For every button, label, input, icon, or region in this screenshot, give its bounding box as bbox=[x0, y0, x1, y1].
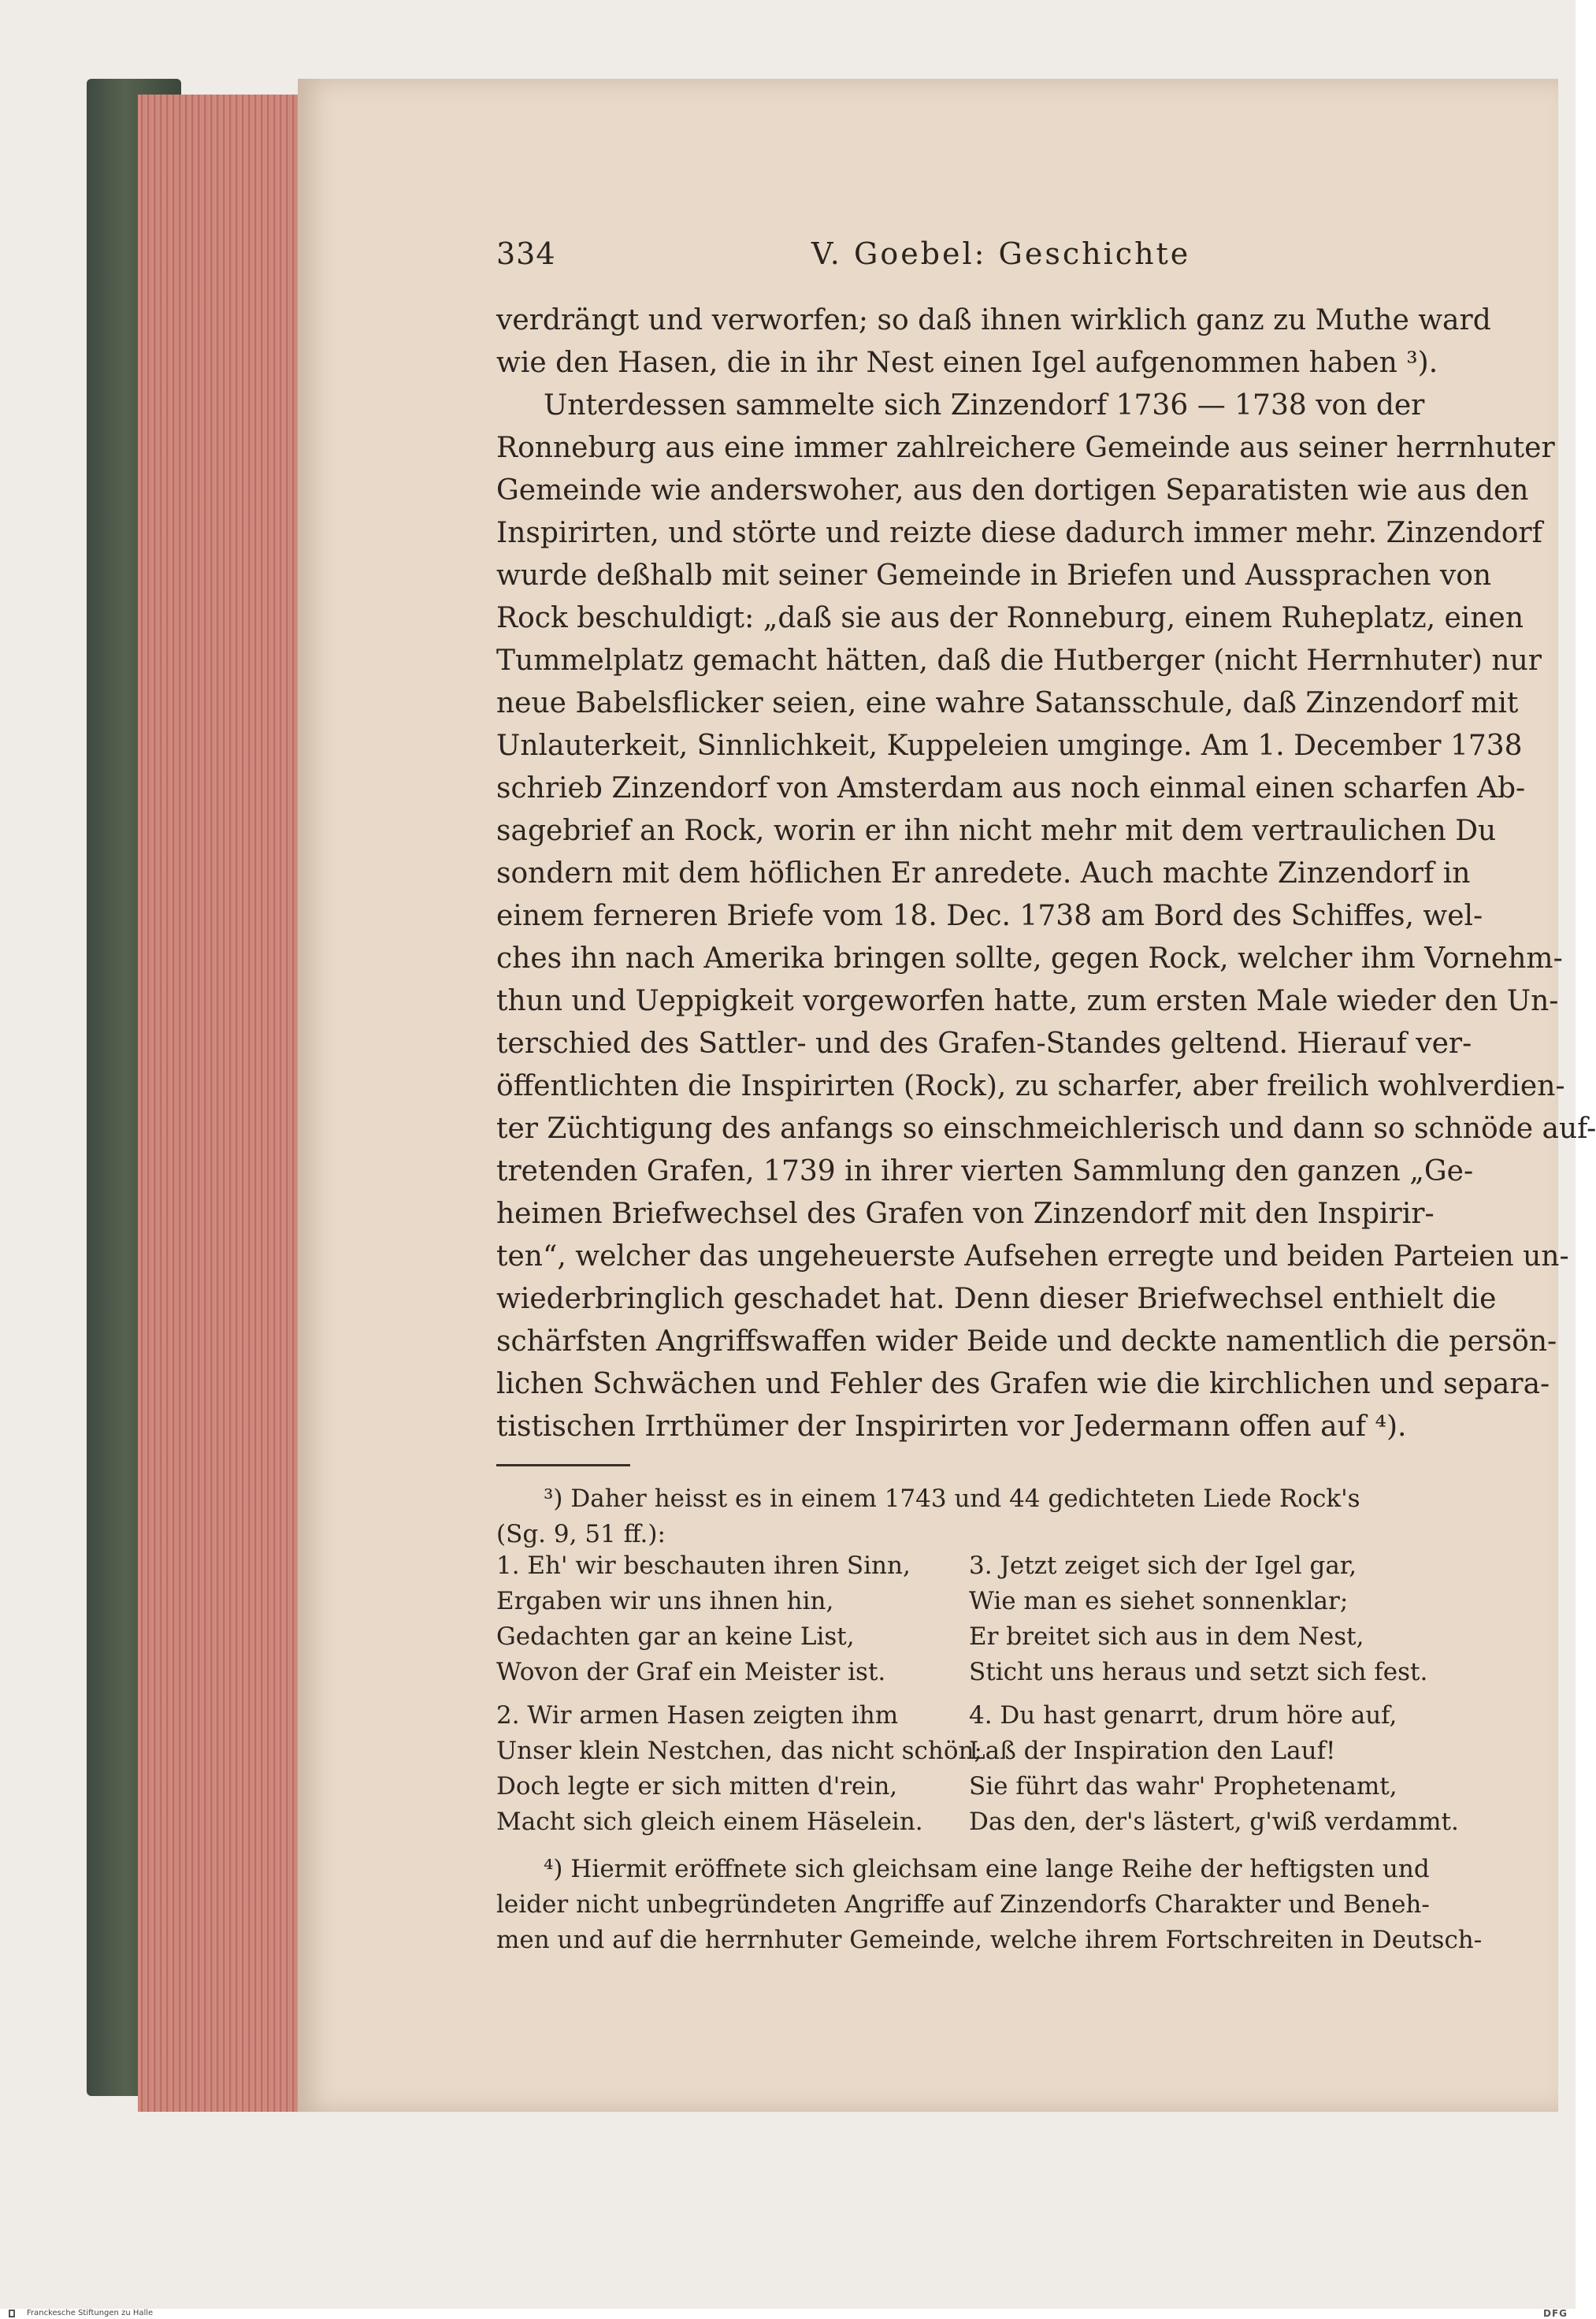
footnote-line: (Sg. 9, 51 ff.): bbox=[496, 1520, 666, 1548]
verse-line: Wie man es siehet sonnenklar; bbox=[969, 1587, 1349, 1615]
page-header bbox=[496, 236, 1426, 284]
verse-line: 3. Jetzt zeiget sich der Igel gar, bbox=[969, 1552, 1357, 1580]
verse-line: Macht sich gleich einem Häselein. bbox=[496, 1808, 923, 1836]
institution-name: Franckesche Stiftungen zu Halle bbox=[27, 2309, 154, 2317]
text-line: thun und Ueppigkeit vorgeworfen hatte, zum ersten Male wieder den Un- bbox=[496, 985, 1559, 1017]
text-line: tretenden Grafen, 1739 in ihrer vierten Sammlung den ganzen „Ge- bbox=[496, 1155, 1474, 1187]
verse-line: Sie führt das wahr' Prophetenamt, bbox=[969, 1772, 1397, 1801]
text-line: schrieb Zinzendorf von Amsterdam aus noch einmal einen scharfen Ab- bbox=[496, 772, 1526, 805]
text-line: tistischen Irrthümer der Inspirirten vor Jedermann offen auf ⁴). bbox=[496, 1410, 1407, 1443]
dfg-logo: DFG bbox=[1542, 2308, 1568, 2319]
running-title: V. Goebel: Geschichte bbox=[811, 236, 1191, 271]
footnote-4 bbox=[496, 1852, 1483, 1958]
verse-line: Laß der Inspiration den Lauf! bbox=[969, 1737, 1336, 1765]
text-line: Gemeinde wie anderswoher, aus den dortigen Separatisten wie aus den bbox=[496, 474, 1529, 507]
page-edges bbox=[138, 95, 307, 2112]
footnote-line: ⁴) Hiermit eröffnete sich gleichsam eine lange Reihe der heftigsten und bbox=[544, 1855, 1430, 1883]
text-line: Inspirirten, und störte und reizte diese dadurch immer mehr. Zinzendorf bbox=[496, 517, 1542, 549]
poem-column-right bbox=[969, 1548, 1459, 1848]
footnote-line: men und auf die herrnhuter Gemeinde, welche ihrem Fortschreiten in Deutsch- bbox=[496, 1926, 1483, 1954]
footnote-rule bbox=[496, 1464, 630, 1466]
verse-line: 1. Eh' wir beschauten ihren Sinn, bbox=[496, 1552, 911, 1580]
text-line: Tummelplatz gemacht hätten, daß die Hutberger (nicht Herrnhuter) nur bbox=[496, 645, 1542, 677]
text-line: lichen Schwächen und Fehler des Grafen wie die kirchlichen und separa- bbox=[496, 1368, 1550, 1400]
stanza-3 bbox=[969, 1548, 1428, 1690]
text-line: wiederbringlich geschadet hat. Denn dieser Briefwechsel enthielt die bbox=[496, 1283, 1497, 1315]
text-line: verdrängt und verworfen; so daß ihnen wirklich ganz zu Muthe ward bbox=[496, 304, 1491, 336]
paragraph-2 bbox=[496, 385, 1596, 1448]
text-line: öffentlichten die Inspirirten (Rock), zu scharfer, aber freilich wohlverdien- bbox=[496, 1070, 1565, 1102]
stanza-4 bbox=[969, 1698, 1459, 1840]
text-line: ter Züchtigung des anfangs so einschmeichlerisch und dann so schnöde auf- bbox=[496, 1113, 1596, 1145]
verse-line: Er breitet sich aus in dem Nest, bbox=[969, 1622, 1364, 1651]
verse-line: Unser klein Nestchen, das nicht schön; bbox=[496, 1737, 982, 1765]
verse-line: Wovon der Graf ein Meister ist. bbox=[496, 1658, 886, 1686]
text-line: terschied des Sattler- und des Grafen-Standes geltend. Hierauf ver- bbox=[496, 1028, 1472, 1060]
main-text bbox=[496, 299, 1596, 1448]
text-line: sondern mit dem höflichen Er anredete. Auch machte Zinzendorf in bbox=[496, 857, 1471, 890]
text-line: wie den Hasen, die in ihr Nest einen Igel aufgenommen haben ³). bbox=[496, 347, 1438, 379]
text-line: wurde deßhalb mit seiner Gemeinde in Briefen und Aussprachen von bbox=[496, 559, 1492, 592]
text-line: neue Babelsflicker seien, eine wahre Satansschule, daß Zinzendorf mit bbox=[496, 687, 1519, 719]
stanza-1 bbox=[496, 1548, 945, 1690]
institution-logo-icon bbox=[6, 2309, 17, 2318]
text-line: ches ihn nach Amerika bringen sollte, gegen Rock, welcher ihm Vornehm- bbox=[496, 942, 1563, 975]
text-line: Unterdessen sammelte sich Zinzendorf 1736 — 1738 von der bbox=[544, 389, 1425, 422]
verse-line: 2. Wir armen Hasen zeigten ihm bbox=[496, 1701, 899, 1730]
text-line: Rock beschuldigt: „daß sie aus der Ronneburg, einem Ruheplatz, einen bbox=[496, 602, 1524, 634]
text-line: Unlauterkeit, Sinnlichkeit, Kuppeleien umginge. Am 1. December 1738 bbox=[496, 730, 1523, 762]
text-line: heimen Briefwechsel des Grafen von Zinzendorf mit den Inspirir- bbox=[496, 1198, 1435, 1230]
footnote-line: leider nicht unbegründeten Angriffe auf Zinzendorfs Charakter und Beneh- bbox=[496, 1890, 1430, 1919]
paragraph-1 bbox=[496, 299, 1491, 385]
footnote-line: ³) Daher heisst es in einem 1743 und 44 gedichteten Liede Rock's bbox=[544, 1485, 1360, 1513]
verse-line: Gedachten gar an keine List, bbox=[496, 1622, 855, 1651]
text-line: einem ferneren Briefe vom 18. Dec. 1738 am Bord des Schiffes, wel- bbox=[496, 900, 1483, 932]
verse-line: 4. Du hast genarrt, drum höre auf, bbox=[969, 1701, 1397, 1730]
text-line: schärfsten Angriffswaffen wider Beide und deckte namentlich die persön- bbox=[496, 1325, 1557, 1358]
verse-line: Das den, der's lästert, g'wiß verdammt. bbox=[969, 1808, 1459, 1836]
footnote-3-intro bbox=[496, 1481, 1426, 1552]
stanza-2 bbox=[496, 1698, 982, 1840]
poem-column-left bbox=[496, 1548, 982, 1848]
verse-line: Doch legte er sich mitten d'rein, bbox=[496, 1772, 898, 1801]
footer-bar bbox=[0, 2309, 1576, 2318]
verse-line: Sticht uns heraus und setzt sich fest. bbox=[969, 1658, 1428, 1686]
page-number: 334 bbox=[496, 236, 556, 271]
text-line: Ronneburg aus eine immer zahlreichere Gemeinde aus seiner herrnhuter bbox=[496, 432, 1555, 464]
verse-line: Ergaben wir uns ihnen hin, bbox=[496, 1587, 834, 1615]
text-line: sagebrief an Rock, worin er ihn nicht mehr mit dem vertraulichen Du bbox=[496, 815, 1497, 847]
text-line: ten“, welcher das ungeheuerste Aufsehen erregte und beiden Parteien un- bbox=[496, 1240, 1569, 1273]
